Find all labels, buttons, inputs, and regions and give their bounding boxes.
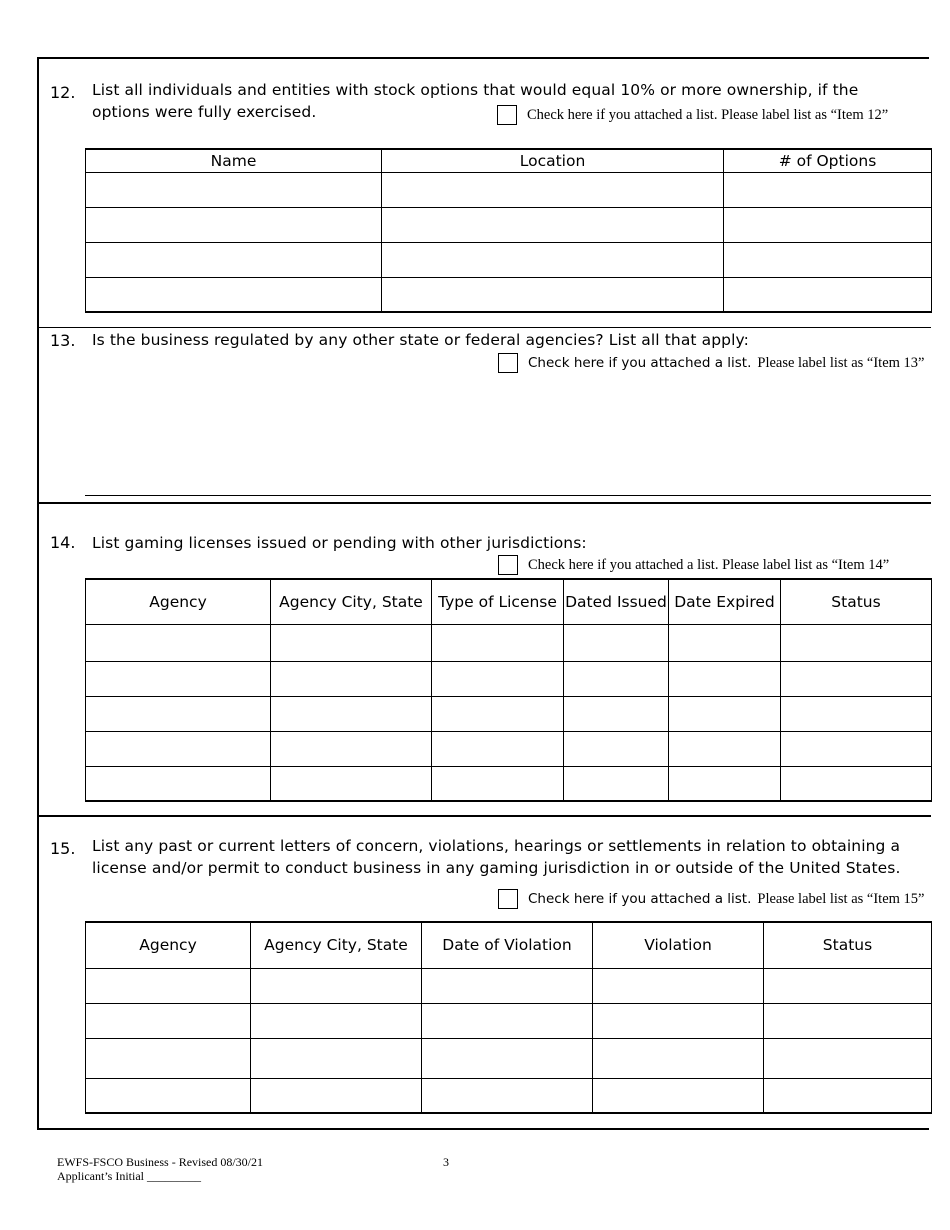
page-number: 3: [443, 1155, 449, 1169]
table-cell[interactable]: [422, 968, 593, 1003]
table-cell[interactable]: [271, 766, 432, 801]
section-divider: [39, 815, 931, 817]
table-cell[interactable]: [724, 172, 932, 207]
item-15-header-violation: Violation: [593, 922, 764, 968]
item-12-question: List all individuals and entities with stock options that would equal 10% or more ownership, if the options were fully exercised.: [92, 81, 859, 121]
form-frame: [37, 57, 929, 1130]
item-13-question: Is the business regulated by any other state or federal agencies? List all that apply:: [92, 331, 749, 349]
table-cell[interactable]: [724, 277, 932, 312]
table-cell[interactable]: [669, 624, 781, 661]
table-row: [86, 661, 932, 696]
table-cell[interactable]: [593, 1078, 764, 1113]
table-cell[interactable]: [86, 1003, 251, 1038]
table-cell[interactable]: [86, 242, 382, 277]
table-cell[interactable]: [724, 207, 932, 242]
item-15-attach-check[interactable]: [498, 889, 925, 909]
item-15-number: 15.: [50, 839, 76, 858]
item-12-header-location: Location: [382, 149, 724, 172]
table-row: [86, 624, 932, 661]
table-cell[interactable]: [422, 1078, 593, 1113]
item-14-number: 14.: [50, 533, 76, 552]
item-14-check-label: Check here if you attached a list. Please label list as “Item 14”: [528, 556, 890, 573]
table-cell[interactable]: [86, 696, 271, 731]
table-cell[interactable]: [432, 624, 564, 661]
table-cell[interactable]: [86, 172, 382, 207]
item-13-attach-check[interactable]: [498, 353, 925, 373]
item-14-attach-check[interactable]: [498, 555, 889, 575]
table-cell[interactable]: [781, 766, 932, 801]
table-cell[interactable]: [724, 242, 932, 277]
table-cell[interactable]: [764, 968, 932, 1003]
item-15-header-city-state: Agency City, State: [251, 922, 422, 968]
table-cell[interactable]: [251, 1003, 422, 1038]
item-13-answer-line[interactable]: [85, 495, 931, 496]
table-cell[interactable]: [422, 1003, 593, 1038]
item-12-number: 12.: [50, 83, 76, 102]
item-14-header-date-expired: Date Expired: [669, 579, 781, 624]
table-cell[interactable]: [593, 1038, 764, 1078]
item-14-table: [85, 578, 932, 802]
table-cell[interactable]: [564, 731, 669, 766]
table-cell[interactable]: [781, 731, 932, 766]
table-cell[interactable]: [86, 968, 251, 1003]
table-cell[interactable]: [432, 696, 564, 731]
item-12-header-name: Name: [86, 149, 382, 172]
table-row: [86, 277, 932, 312]
item-12-header-options: # of Options: [724, 149, 932, 172]
item-15-header-violation-date: Date of Violation: [422, 922, 593, 968]
table-cell[interactable]: [271, 731, 432, 766]
table-cell[interactable]: [86, 1038, 251, 1078]
item-12-checkbox[interactable]: [497, 105, 517, 125]
section-divider: [39, 502, 931, 504]
item-13-check-label: Check here if you attached a list.: [528, 355, 752, 371]
table-cell[interactable]: [86, 766, 271, 801]
item-14-question: List gaming licenses issued or pending with other jurisdictions:: [92, 534, 587, 552]
table-row: [86, 1038, 932, 1078]
item-13-checkbox[interactable]: [498, 353, 518, 373]
item-13-check-label-item: Please label list as “Item 13”: [757, 354, 925, 371]
item-12-check-label: Check here if you attached a list. Please label list as “Item 12”: [527, 106, 889, 123]
table-cell[interactable]: [781, 696, 932, 731]
table-cell[interactable]: [382, 242, 724, 277]
table-cell[interactable]: [271, 661, 432, 696]
table-cell[interactable]: [432, 661, 564, 696]
table-cell[interactable]: [251, 1038, 422, 1078]
table-cell[interactable]: [86, 661, 271, 696]
item-15-check-label-item: Please label list as “Item 15”: [757, 890, 925, 907]
table-cell[interactable]: [86, 277, 382, 312]
table-row: [86, 696, 932, 731]
table-cell[interactable]: [593, 1003, 764, 1038]
table-cell[interactable]: [781, 624, 932, 661]
table-cell[interactable]: [382, 207, 724, 242]
section-divider: [39, 327, 931, 328]
table-row: [86, 207, 932, 242]
item-14-header-agency: Agency: [86, 579, 271, 624]
item-15-check-label: Check here if you attached a list.: [528, 891, 752, 907]
table-cell[interactable]: [669, 766, 781, 801]
item-12-table: [85, 148, 932, 313]
table-cell[interactable]: [564, 661, 669, 696]
item-15-header-agency: Agency: [86, 922, 251, 968]
table-cell[interactable]: [593, 968, 764, 1003]
table-cell[interactable]: [86, 624, 271, 661]
table-cell[interactable]: [781, 661, 932, 696]
item-15-table: [85, 921, 932, 1114]
table-cell[interactable]: [251, 1078, 422, 1113]
item-15-question: List any past or current letters of concern, violations, hearings or settlements in relation to obtaining a license and/or permit to conduct business in any gaming jurisdiction in or outside of the United States.: [92, 837, 901, 877]
table-cell[interactable]: [382, 277, 724, 312]
table-row: [86, 1003, 932, 1038]
table-cell[interactable]: [764, 1038, 932, 1078]
table-cell[interactable]: [432, 766, 564, 801]
item-12-attach-check[interactable]: [497, 105, 888, 125]
table-row: [86, 731, 932, 766]
table-cell[interactable]: [764, 1003, 932, 1038]
table-cell[interactable]: [86, 207, 382, 242]
table-cell[interactable]: [669, 696, 781, 731]
table-cell[interactable]: [669, 661, 781, 696]
table-cell[interactable]: [564, 696, 669, 731]
applicant-initial[interactable]: Applicant’s Initial _________: [57, 1169, 201, 1183]
table-cell[interactable]: [432, 731, 564, 766]
table-row: [86, 242, 932, 277]
item-14-header-dated-issued: Dated Issued: [564, 579, 669, 624]
item-15-checkbox[interactable]: [498, 889, 518, 909]
table-cell[interactable]: [271, 624, 432, 661]
item-13-number: 13.: [50, 331, 76, 350]
table-cell[interactable]: [382, 172, 724, 207]
table-row: [86, 766, 932, 801]
item-14-checkbox[interactable]: [498, 555, 518, 575]
table-row: [86, 172, 932, 207]
item-14-header-city-state: Agency City, State: [271, 579, 432, 624]
footer-form-id: EWFS-FSCO Business - Revised 08/30/21: [57, 1155, 264, 1169]
item-14-header-license-type: Type of License: [432, 579, 564, 624]
table-cell[interactable]: [564, 624, 669, 661]
table-cell[interactable]: [271, 696, 432, 731]
table-row: [86, 1078, 932, 1113]
item-14-header-status: Status: [781, 579, 932, 624]
item-15-header-status: Status: [764, 922, 932, 968]
table-row: [86, 968, 932, 1003]
table-cell[interactable]: [764, 1078, 932, 1113]
table-cell[interactable]: [251, 968, 422, 1003]
table-cell[interactable]: [422, 1038, 593, 1078]
table-cell[interactable]: [86, 731, 271, 766]
table-cell[interactable]: [86, 1078, 251, 1113]
table-cell[interactable]: [669, 731, 781, 766]
table-cell[interactable]: [564, 766, 669, 801]
